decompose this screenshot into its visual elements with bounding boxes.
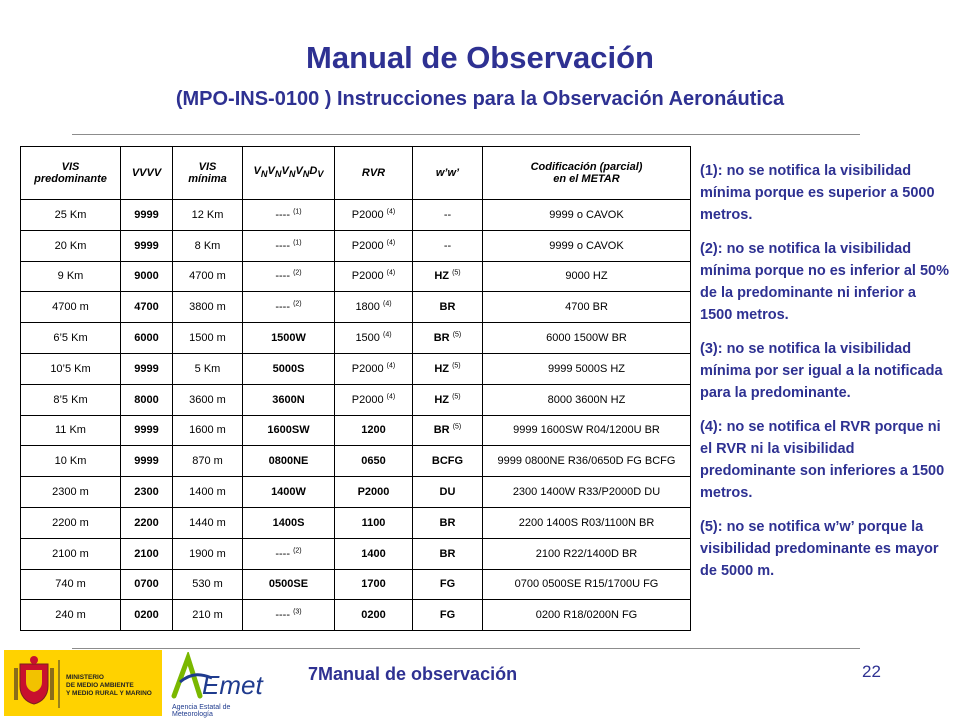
aemet-caption: Agencia Estatal de Meteorología	[172, 704, 231, 718]
cell-vis-minima: 5 Km	[173, 353, 243, 384]
svg-text:Emet: Emet	[202, 670, 263, 700]
cell-codificacion: 9000 HZ	[483, 261, 691, 292]
table-row	[21, 446, 691, 477]
page-number: 22	[862, 662, 881, 681]
cell-codificacion: 2300 1400W R33/P2000D DU	[483, 477, 691, 508]
cell-rvr: 1500 $^{(4)}$	[335, 323, 413, 354]
cell-vis-minima: 3600 m	[173, 384, 243, 415]
cell-vnvnvnvndv: ---- $^{(1)}$	[243, 230, 335, 261]
header-vis-predominante: VIS predominante	[21, 147, 121, 200]
cell-vis-minima: 1500 m	[173, 323, 243, 354]
cell-ww: BR	[413, 538, 483, 569]
cell-vnvnvnvndv: 0800NE	[243, 446, 335, 477]
header-vnvnvnvndv: $V_NV_NV_NV_ND_V$	[243, 147, 335, 200]
cell-vis-minima: 8 Km	[173, 230, 243, 261]
footnote-marker: (2)	[293, 269, 302, 277]
footnote-marker: (4)	[386, 269, 396, 277]
table-row	[21, 538, 691, 569]
cell-vis-predominante: 25 Km	[21, 200, 121, 231]
cell-codificacion: 2100 R22/1400D BR	[483, 538, 691, 569]
footnote-marker: (4)	[386, 239, 396, 247]
top-divider	[72, 134, 860, 135]
cell-vvvv: 2300	[121, 477, 173, 508]
cell-ww: BR	[413, 507, 483, 538]
cell-ww: HZ $^{(5)}$	[413, 353, 483, 384]
table-header-row	[21, 147, 691, 200]
ministerio-line-1: MINISTERIO	[66, 674, 104, 681]
cell-vvvv: 2200	[121, 507, 173, 538]
cell-vnvnvnvndv: ---- $^{(2)}$	[243, 261, 335, 292]
cell-rvr: P2000 $^{(4)}$	[335, 353, 413, 384]
header-codificacion: Codificación (parcial) en el METAR	[483, 147, 691, 200]
cell-vvvv: 9999	[121, 200, 173, 231]
cell-rvr: P2000 $^{(4)}$	[335, 230, 413, 261]
cell-vis-minima: 1900 m	[173, 538, 243, 569]
cell-codificacion: 0700 0500SE R15/1700U FG	[483, 569, 691, 600]
cell-vis-minima: 870 m	[173, 446, 243, 477]
footnote-marker: (3)	[293, 608, 302, 616]
page-title: Manual de Observación	[306, 40, 654, 75]
footnote-marker: (5)	[452, 331, 462, 339]
footnote-1: (1): no se notifica la visibilidad mínima porque es superior a 5000 metros.	[700, 163, 935, 223]
table-row	[21, 507, 691, 538]
table-row	[21, 323, 691, 354]
cell-codificacion: 9999 5000S HZ	[483, 353, 691, 384]
cell-vvvv: 4700	[121, 292, 173, 323]
cell-vis-minima: 3800 m	[173, 292, 243, 323]
footnote-4: (4): no se notifica el RVR porque ni el RVR ni la visibilidad predominante son inferiores a 1500 metros.	[700, 419, 945, 501]
footnote-marker: (2)	[293, 547, 302, 554]
footnote-2: (2): no se notifica la visibilidad mínima porque no es inferior al 50% de la predominante ni inferior a 1500 metros.	[700, 241, 949, 323]
cell-vvvv: 9999	[121, 230, 173, 261]
cell-vnvnvnvndv: 1500W	[243, 323, 335, 354]
cell-vis-minima: 210 m	[173, 600, 243, 631]
table-row	[21, 353, 691, 384]
cell-rvr: 1100	[335, 507, 413, 538]
cell-vis-minima: 12 Km	[173, 200, 243, 231]
cell-vis-predominante: 2300 m	[21, 477, 121, 508]
cell-vis-predominante: 240 m	[21, 600, 121, 631]
footnote-marker: (4)	[386, 208, 396, 216]
cell-codificacion: 4700 BR	[483, 292, 691, 323]
header-vvvv: VVVV	[121, 147, 173, 200]
cell-vnvnvnvndv: 1600SW	[243, 415, 335, 446]
footnote-marker: (5)	[452, 423, 462, 431]
cell-ww: DU	[413, 477, 483, 508]
table-row	[21, 384, 691, 415]
cell-vnvnvnvndv: ---- $^{(2)}$	[243, 538, 335, 569]
cell-codificacion: 0200 R18/0200N FG	[483, 600, 691, 631]
cell-rvr: 1800 $^{(4)}$	[335, 292, 413, 323]
footnote-marker: (5)	[452, 362, 461, 370]
header-rvr: RVR	[335, 147, 413, 200]
table-row	[21, 261, 691, 292]
cell-vnvnvnvndv: 0500SE	[243, 569, 335, 600]
footnote-5: (5): no se notifica w’w’ porque la visibilidad predominante es mayor de 5000 m.	[700, 519, 939, 579]
cell-vis-predominante: 740 m	[21, 569, 121, 600]
cell-vnvnvnvndv: ---- $^{(1)}$	[243, 200, 335, 231]
footnote-marker: (5)	[452, 269, 461, 277]
footer-title: 7Manual de observación	[308, 664, 518, 684]
cell-ww: HZ $^{(5)}$	[413, 384, 483, 415]
cell-vis-predominante: 20 Km	[21, 230, 121, 261]
observation-table	[20, 146, 691, 631]
cell-vvvv: 8000	[121, 384, 173, 415]
cell-vis-minima: 1400 m	[173, 477, 243, 508]
cell-vis-predominante: 9 Km	[21, 261, 121, 292]
cell-codificacion: 9999 o CAVOK	[483, 230, 691, 261]
cell-codificacion: 2200 1400S R03/1100N BR	[483, 507, 691, 538]
footnote-marker: (5)	[452, 393, 461, 401]
footnote-marker: (4)	[386, 362, 396, 370]
table-row	[21, 600, 691, 631]
cell-vis-predominante: 6’5 Km	[21, 323, 121, 354]
footnote-3: (3): no se notifica la visibilidad mínima por ser igual a la notificada para la predominante.	[700, 341, 943, 401]
table-row	[21, 477, 691, 508]
cell-codificacion: 9999 o CAVOK	[483, 200, 691, 231]
cell-ww: BR $^{(5)}$	[413, 415, 483, 446]
cell-codificacion: 9999 0800NE R36/0650D FG BCFG	[483, 446, 691, 477]
cell-vvvv: 9000	[121, 261, 173, 292]
footnotes	[700, 160, 952, 594]
footnote-marker: (4)	[386, 393, 396, 401]
cell-vis-minima: 1440 m	[173, 507, 243, 538]
cell-rvr: 0200	[335, 600, 413, 631]
aemet-wordmark-icon	[168, 652, 273, 702]
table-row	[21, 569, 691, 600]
cell-ww: BR $^{(5)}$	[413, 323, 483, 354]
table-row	[21, 415, 691, 446]
bottom-divider	[72, 648, 860, 649]
cell-vnvnvnvndv: 5000S	[243, 353, 335, 384]
header-vis-minima: VIS mínima	[173, 147, 243, 200]
cell-rvr: P2000 $^{(4)}$	[335, 384, 413, 415]
aemet-logo	[168, 652, 273, 716]
cell-rvr: 0650	[335, 446, 413, 477]
cell-rvr: P2000	[335, 477, 413, 508]
cell-vvvv: 9999	[121, 446, 173, 477]
cell-vnvnvnvndv: 1400S	[243, 507, 335, 538]
table-row	[21, 292, 691, 323]
cell-vis-predominante: 2200 m	[21, 507, 121, 538]
ministerio-line-3: Y MEDIO RURAL Y MARINO	[66, 690, 152, 697]
cell-rvr: 1200	[335, 415, 413, 446]
cell-ww: --	[413, 230, 483, 261]
cell-vnvnvnvndv: 3600N	[243, 384, 335, 415]
ministerio-line-2: DE MEDIO AMBIENTE	[66, 682, 134, 689]
cell-ww: HZ $^{(5)}$	[413, 261, 483, 292]
cell-vnvnvnvndv: ---- $^{(3)}$	[243, 600, 335, 631]
footnote-marker: (4)	[382, 331, 392, 339]
cell-vvvv: 0200	[121, 600, 173, 631]
cell-vis-predominante: 11 Km	[21, 415, 121, 446]
cell-ww: FG	[413, 600, 483, 631]
cell-rvr: 1700	[335, 569, 413, 600]
cell-ww: BCFG	[413, 446, 483, 477]
cell-codificacion: 8000 3600N HZ	[483, 384, 691, 415]
cell-vis-predominante: 10’5 Km	[21, 353, 121, 384]
cell-rvr: P2000 $^{(4)}$	[335, 261, 413, 292]
header-ww: w’w’	[413, 147, 483, 200]
cell-vis-predominante: 4700 m	[21, 292, 121, 323]
cell-vis-minima: 4700 m	[173, 261, 243, 292]
cell-ww: BR	[413, 292, 483, 323]
cell-codificacion: 6000 1500W BR	[483, 323, 691, 354]
cell-vis-minima: 530 m	[173, 569, 243, 600]
cell-vvvv: 2100	[121, 538, 173, 569]
cell-vis-predominante: 8’5 Km	[21, 384, 121, 415]
footnote-marker: (2)	[293, 300, 302, 308]
cell-vvvv: 0700	[121, 569, 173, 600]
page-subtitle: (MPO-INS-0100 ) Instrucciones para la Observación Aeronáutica	[175, 88, 785, 110]
cell-codificacion: 9999 1600SW R04/1200U BR	[483, 415, 691, 446]
ministerio-logo	[4, 650, 162, 716]
cell-ww: FG	[413, 569, 483, 600]
cell-rvr: P2000 $^{(4)}$	[335, 200, 413, 231]
cell-vis-predominante: 2100 m	[21, 538, 121, 569]
cell-vnvnvnvndv: 1400W	[243, 477, 335, 508]
table-row	[21, 230, 691, 261]
cell-rvr: 1400	[335, 538, 413, 569]
cell-vnvnvnvndv: ---- $^{(2)}$	[243, 292, 335, 323]
cell-vvvv: 9999	[121, 353, 173, 384]
footnote-marker: (1)	[293, 208, 302, 216]
table-row	[21, 200, 691, 231]
table-body	[21, 200, 691, 631]
cell-vis-predominante: 10 Km	[21, 446, 121, 477]
cell-vvvv: 9999	[121, 415, 173, 446]
cell-ww: --	[413, 200, 483, 231]
cell-vis-minima: 1600 m	[173, 415, 243, 446]
cell-vvvv: 6000	[121, 323, 173, 354]
footnote-marker: (1)	[293, 239, 302, 247]
footnote-marker: (4)	[382, 300, 392, 308]
